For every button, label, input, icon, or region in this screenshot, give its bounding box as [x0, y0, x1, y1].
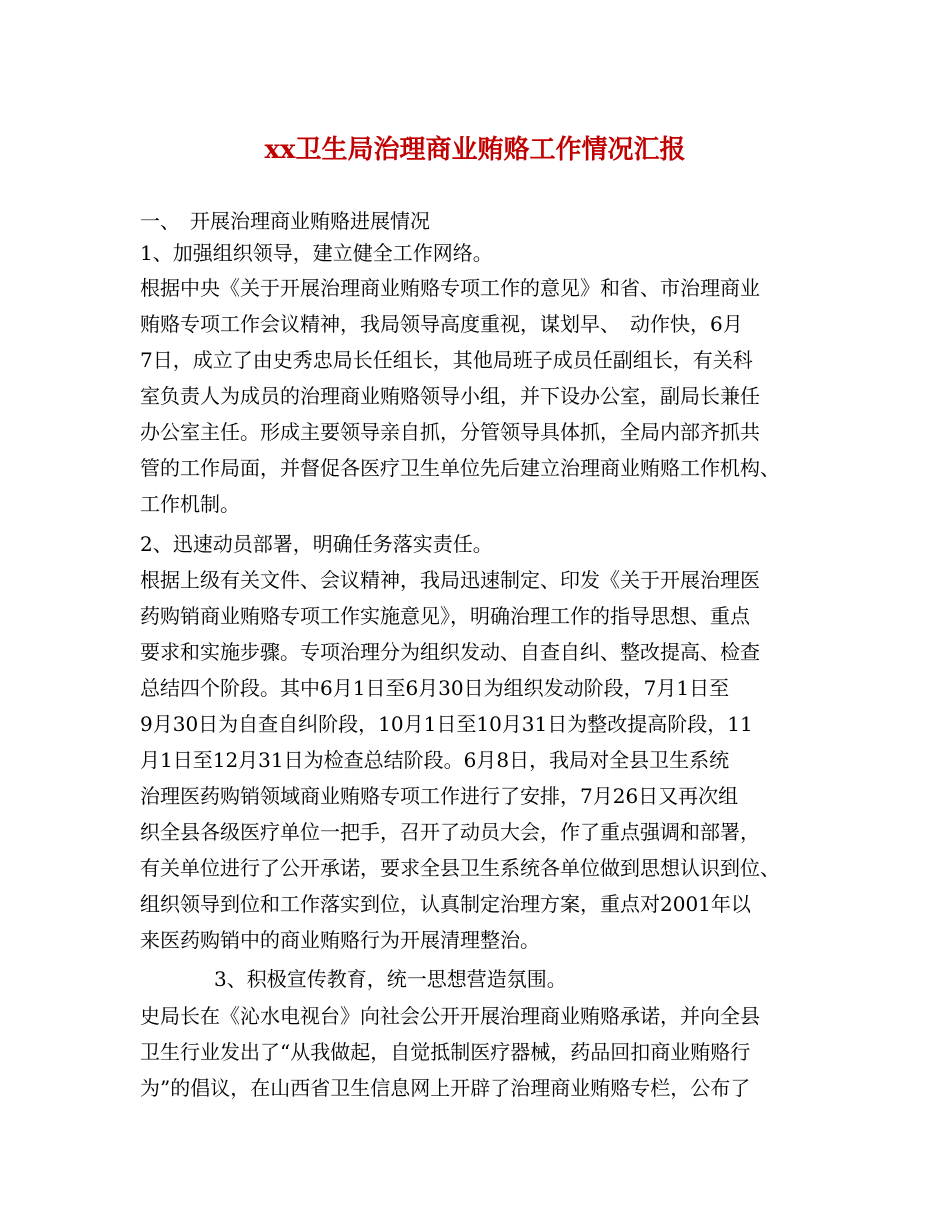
paragraph-line: 织全县各级医疗单位一把手，召开了动员大会，作了重点强调和部署， [140, 820, 760, 844]
subsection-heading: 2、迅速动员部署，明确任务落实责任。 [140, 532, 493, 556]
paragraph-line: 来医药购销中的商业贿赂行为开展清理整治。 [140, 928, 540, 952]
paragraph-line: 卫生行业发出了“从我做起，自觉抵制医疗器械，药品回扣商业贿赂行 [140, 1040, 751, 1064]
paragraph-line: 工作机制。 [140, 492, 240, 516]
paragraph-line: 为”的倡议，在山西省卫生信息网上开辟了治理商业贿赂专栏，公布了 [140, 1076, 751, 1100]
subsection-heading: 3、积极宣传教育，统一思想营造氛围。 [214, 967, 567, 991]
paragraph-line: 治理医药购销领域商业贿赂专项工作进行了安排，7月26日又再次组 [140, 784, 739, 808]
paragraph-line: 组织领导到位和工作落实到位，认真制定治理方案，重点对2001年以 [140, 892, 751, 916]
paragraph-line: 总结四个阶段。其中6月1日至6月30日为组织发动阶段，7月1日至 [140, 676, 730, 700]
section-heading: 一、 开展治理商业贿赂进展情况 [140, 209, 430, 233]
paragraph-line: 月1日至12月31日为检查总结阶段。6月8日，我局对全县卫生系统 [140, 748, 730, 772]
paragraph-line: 根据中央《关于开展治理商业贿赂专项工作的意见》和省、市治理商业 [140, 276, 760, 300]
paragraph-line: 贿赂专项工作会议精神，我局领导高度重视，谋划早、 动作快，6月 [140, 312, 743, 336]
paragraph-line: 史局长在《沁水电视台》向社会公开开展治理商业贿赂承诺，并向全县 [140, 1004, 760, 1028]
paragraph-line: 7日，成立了由史秀忠局长任组长，其他局班子成员任副组长，有关科 [140, 348, 753, 372]
document-title: xx卫生局治理商业贿赂工作情况汇报 [264, 135, 686, 165]
paragraph-line: 管的工作局面，并督促各医疗卫生单位先后建立治理商业贿赂工作机构、 [140, 456, 780, 480]
subsection-heading: 1、加强组织领导，建立健全工作网络。 [140, 241, 493, 265]
paragraph-line: 根据上级有关文件、会议精神，我局迅速制定、印发《关于开展治理医 [140, 568, 760, 592]
paragraph-line: 办公室主任。形成主要领导亲自抓，分管领导具体抓，全局内部齐抓共 [140, 420, 760, 444]
paragraph-line: 有关单位进行了公开承诺，要求全县卫生系统各单位做到思想认识到位、 [140, 856, 780, 880]
paragraph-line: 药购销商业贿赂专项工作实施意见》，明确治理工作的指导思想、重点 [140, 604, 750, 628]
paragraph-line: 要求和实施步骤。专项治理分为组织发动、自查自纠、整改提高、检查 [140, 640, 760, 664]
paragraph-line: 室负责人为成员的治理商业贿赂领导小组，并下设办公室，副局长兼任 [140, 384, 760, 408]
paragraph-line: 9月30日为自查自纠阶段，10月1日至10月31日为整改提高阶段，11 [140, 712, 753, 736]
